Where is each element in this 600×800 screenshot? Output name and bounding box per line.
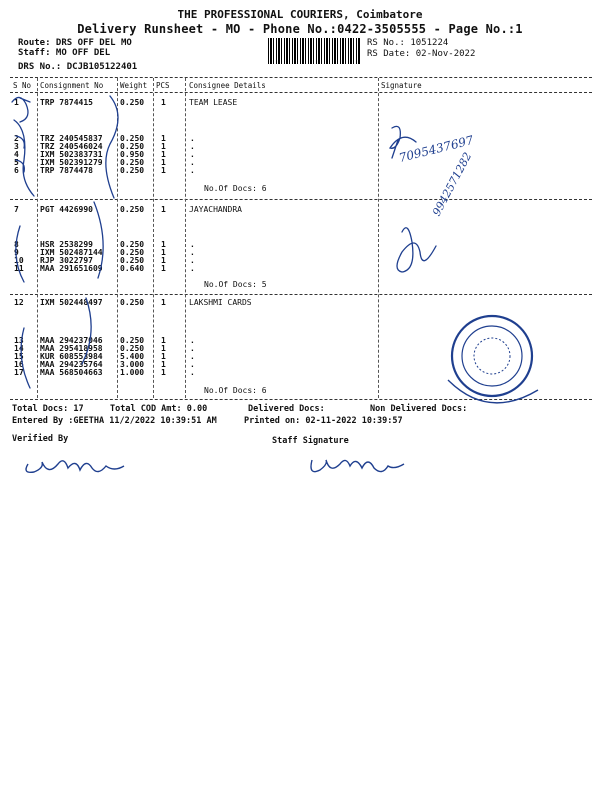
row-consignment-number: RJP 3022797	[40, 256, 93, 265]
row-serial-number: 16	[14, 360, 24, 369]
row-pieces: 1	[161, 166, 166, 175]
row-serial-number: 2	[14, 134, 19, 143]
row-pieces: 1	[161, 344, 166, 353]
non-delivered-docs: Non Delivered Docs:	[370, 404, 468, 414]
row-consignment-number: KUR 608553984	[40, 352, 103, 361]
company-title: THE PROFESSIONAL COURIERS, Coimbatore	[177, 8, 423, 21]
column-header-signature: Signature	[381, 81, 422, 90]
row-serial-number: 5	[14, 158, 19, 167]
group-bracket-mark	[16, 202, 103, 282]
handwritten-phone-number: 9942571282	[430, 150, 475, 219]
row-consignment-number: MAA 294237046	[40, 336, 103, 345]
row-serial-number: 12	[14, 298, 24, 307]
row-consignment-number: PGT 4426990	[40, 205, 93, 214]
row-pieces: 1	[161, 360, 166, 369]
company-stamp	[448, 316, 538, 403]
drs-number: DRS No.: DCJB105122401	[18, 62, 138, 72]
row-pieces: 1	[161, 240, 166, 249]
row-consignee-detail: .	[190, 264, 195, 273]
row-serial-number: 11	[14, 264, 24, 273]
row-consignment-number: TRZ 240545837	[40, 134, 103, 143]
row-pieces: 1	[161, 352, 166, 361]
docs-count: No.Of Docs: 6	[204, 386, 267, 395]
row-weight: 0.950	[120, 150, 145, 159]
row-weight: 0.250	[120, 336, 145, 345]
row-weight: 0.250	[120, 166, 145, 175]
row-serial-number: 4	[14, 150, 19, 159]
row-weight: 0.250	[120, 256, 145, 265]
total-cod-amount: Total COD Amt: 0.00	[110, 404, 208, 414]
row-pieces: 1	[161, 158, 166, 167]
row-consignment-number: TRP 7874478	[40, 166, 93, 175]
row-consignee-detail: .	[190, 240, 195, 249]
row-serial-number: 3	[14, 142, 19, 151]
row-serial-number: 9	[14, 248, 19, 257]
row-consignment-number: IXM 502391279	[40, 158, 103, 167]
row-consignee-detail: .	[190, 142, 195, 151]
row-consignee-detail: .	[190, 256, 195, 265]
delivered-docs: Delivered Docs:	[248, 404, 325, 414]
staff-label: Staff: MO OFF DEL	[18, 48, 111, 58]
row-weight: 3.000	[120, 360, 145, 369]
row-consignee-detail: .	[190, 166, 195, 175]
row-pieces: 1	[161, 368, 166, 377]
column-header-consignment: Consignment No	[40, 81, 104, 90]
row-pieces: 1	[161, 298, 166, 307]
rs-number: RS No.: 1051224	[367, 38, 449, 48]
row-serial-number: 7	[14, 205, 19, 214]
row-weight: 0.250	[120, 240, 145, 249]
row-serial-number: 17	[14, 368, 24, 377]
printed-on: Printed on: 02-11-2022 10:39:57	[244, 416, 403, 426]
row-consignment-number: MAA 295418958	[40, 344, 103, 353]
column-header-sno: S No	[13, 81, 32, 90]
row-consignment-number: IXM 502448497	[40, 298, 103, 307]
handwritten-phone-number: 7095437697	[397, 132, 475, 166]
row-consignee-detail: .	[190, 344, 195, 353]
row-pieces: 1	[161, 248, 166, 257]
row-pieces: 1	[161, 98, 166, 107]
group-bracket-mark	[21, 298, 91, 388]
row-consignee-detail: .	[190, 352, 195, 361]
docs-count: No.Of Docs: 5	[204, 280, 267, 289]
row-pieces: 1	[161, 264, 166, 273]
row-consignee-detail: .	[190, 248, 195, 257]
row-serial-number: 15	[14, 352, 24, 361]
row-consignment-number: TRP 7874415	[40, 98, 93, 107]
row-weight: 0.250	[120, 98, 145, 107]
row-pieces: 1	[161, 336, 166, 345]
row-pieces: 1	[161, 142, 166, 151]
row-consignment-number: HSR 2538299	[40, 240, 93, 249]
row-pieces: 1	[161, 205, 166, 214]
row-consignee-detail: .	[190, 360, 195, 369]
row-weight: 0.250	[120, 298, 145, 307]
row-weight: 5.400	[120, 352, 145, 361]
column-header-pcs: PCS	[156, 81, 170, 90]
row-weight: 1.000	[120, 368, 145, 377]
row-weight: 0.640	[120, 264, 145, 273]
total-docs: Total Docs: 17	[12, 404, 84, 414]
row-tick-mark	[12, 97, 30, 122]
row-weight: 0.250	[120, 158, 145, 167]
entered-by: Entered By :GEETHA 11/2/2022 10:39:51 AM	[12, 416, 217, 426]
row-pieces: 1	[161, 134, 166, 143]
row-weight: 0.250	[120, 142, 145, 151]
consignee-name: JAYACHANDRA	[189, 205, 242, 214]
row-serial-number: 6	[14, 166, 19, 175]
row-weight: 0.250	[120, 248, 145, 257]
docs-count: No.Of Docs: 6	[204, 184, 267, 193]
row-pieces: 1	[161, 150, 166, 159]
column-header-consignee: Consignee Details	[189, 81, 266, 90]
consignee-name: LAKSHMI CARDS	[189, 298, 252, 307]
row-consignee-detail: .	[190, 134, 195, 143]
column-header-weight: Weight	[120, 81, 148, 90]
row-weight: 0.250	[120, 344, 145, 353]
row-consignment-number: IXM 502383731	[40, 150, 103, 159]
row-consignee-detail: .	[190, 150, 195, 159]
group-bracket-mark	[106, 96, 118, 198]
rs-date: RS Date: 02-Nov-2022	[367, 49, 476, 59]
row-consignment-number: TRZ 240546024	[40, 142, 103, 151]
row-consignment-number: MAA 291651609	[40, 264, 103, 273]
verifier-signature	[20, 448, 140, 478]
staff-signature	[306, 450, 416, 480]
row-serial-number: 1	[14, 98, 19, 107]
consignee-name: TEAM LEASE	[189, 98, 238, 107]
row-weight: 0.250	[120, 205, 145, 214]
row-serial-number: 13	[14, 336, 24, 345]
group-bracket-mark	[14, 120, 34, 196]
row-consignee-detail: .	[190, 336, 195, 345]
row-serial-number: 8	[14, 240, 19, 249]
row-serial-number: 14	[14, 344, 24, 353]
row-pieces: 1	[161, 256, 166, 265]
row-consignment-number: MAA 568504663	[40, 368, 103, 377]
row-consignee-detail: .	[190, 368, 195, 377]
row-serial-number: 10	[14, 256, 24, 265]
row-weight: 0.250	[120, 134, 145, 143]
row-consignee-detail: .	[190, 158, 195, 167]
runsheet-subtitle: Delivery Runsheet - MO - Phone No.:0422-3505555 - Page No.:1	[77, 22, 523, 36]
staff-signature-label: Staff Signature	[272, 436, 349, 446]
row-consignment-number: MAA 294235764	[40, 360, 103, 369]
route-label: Route: DRS OFF DEL MO	[18, 38, 132, 48]
signature-scribble	[397, 228, 436, 272]
row-consignment-number: IXM 502487144	[40, 248, 103, 257]
verified-by-label: Verified By	[12, 434, 69, 444]
